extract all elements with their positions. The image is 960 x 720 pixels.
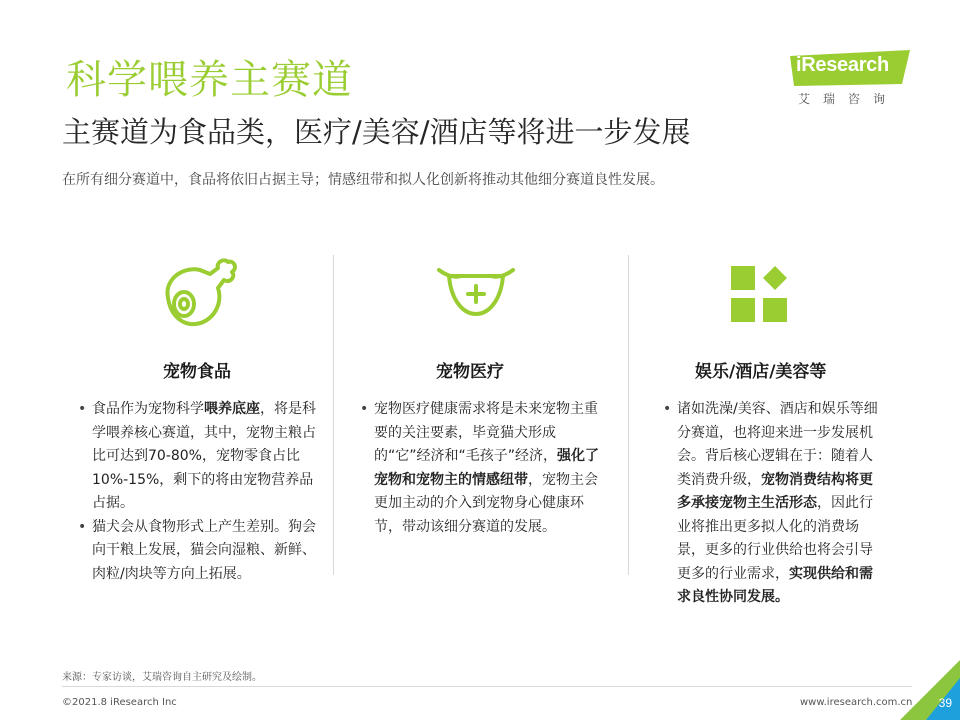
column-heading: 宠物食品 <box>163 362 231 382</box>
column-heading: 宠物医疗 <box>436 362 504 382</box>
page-subtitle: 主赛道为食品类，医疗/美容/酒店等将进一步发展 <box>62 115 691 149</box>
bullet-list <box>663 398 883 610</box>
source-note: 来源：专家访谈，艾瑞咨询自主研究及绘制。 <box>62 672 262 683</box>
emphasis-text: 宠物消费结构将更多承接宠物主生活形态 <box>677 471 873 511</box>
bullet-list <box>78 398 318 586</box>
bullet-text: 宠物医疗健康需求将是未来宠物主重要的关注要素，毕竟猫犬形成的“它”经济和“毛孩子”经济， <box>374 401 598 464</box>
logo-brand-text: iResearch <box>796 54 889 76</box>
bullet-list <box>360 398 605 539</box>
bullet-item <box>663 398 883 610</box>
bullet-text: ，将是科学喂养核心赛道，其中，宠物主粮占比可达到70-80%，宠物零食占比10%-15%，剩下的将由宠物营养品占据。 <box>92 401 316 511</box>
column-heading: 娱乐/酒店/美容等 <box>695 362 827 382</box>
footer-divider <box>62 686 912 687</box>
page-number: 39 <box>938 696 952 710</box>
category-grid-icon <box>731 266 789 324</box>
column-divider <box>333 255 334 575</box>
emphasis-text: 实现供给和需求良性协同发展。 <box>677 565 873 605</box>
bullet-item <box>78 398 318 516</box>
emphasis-text: 强化了宠物和宠物主的情感纽带 <box>374 448 600 488</box>
column-divider <box>628 255 629 575</box>
bullet-item <box>78 516 318 587</box>
website-text: www.iresearch.com.cn <box>800 697 913 708</box>
bullet-text: ，因此行业将推出更多拟人化的消费场景，更多的行业供给也将会引导更多的行业需求， <box>677 495 873 582</box>
medical-mask-icon <box>435 262 517 320</box>
bullet-text: 食品作为宠物科学 <box>92 401 204 417</box>
drumstick-icon <box>158 254 242 334</box>
bullet-text: 猫犬会从食物形式上产生差别。狗会向干粮上发展，猫会向湿粮、新鲜、肉粒/肉块等方向上拓展。 <box>92 518 316 582</box>
emphasis-text: 喂养底座 <box>204 401 260 417</box>
iresearch-logo <box>790 50 920 110</box>
bullet-item <box>360 398 605 539</box>
bullet-text: 诸如洗澡/美容、酒店和娱乐等细分赛道，也将迎来进一步发展机会。背后核心逻辑在于：随着人类消费升级， <box>677 401 878 488</box>
page-title: 科学喂养主赛道 <box>66 57 353 103</box>
corner-decoration-icon <box>900 660 960 720</box>
logo-chinese-text: 艾瑞咨询 <box>798 92 899 106</box>
page-summary: 在所有细分赛道中，食品将依旧占据主导；情感纽带和拟人化创新将推动其他细分赛道良性发展。 <box>62 172 664 188</box>
bullet-text: ，宠物主会更加主动的介入到宠物身心健康环节，带动该细分赛道的发展。 <box>374 471 598 535</box>
copyright-text: ©2021.8 iResearch Inc <box>62 697 177 708</box>
